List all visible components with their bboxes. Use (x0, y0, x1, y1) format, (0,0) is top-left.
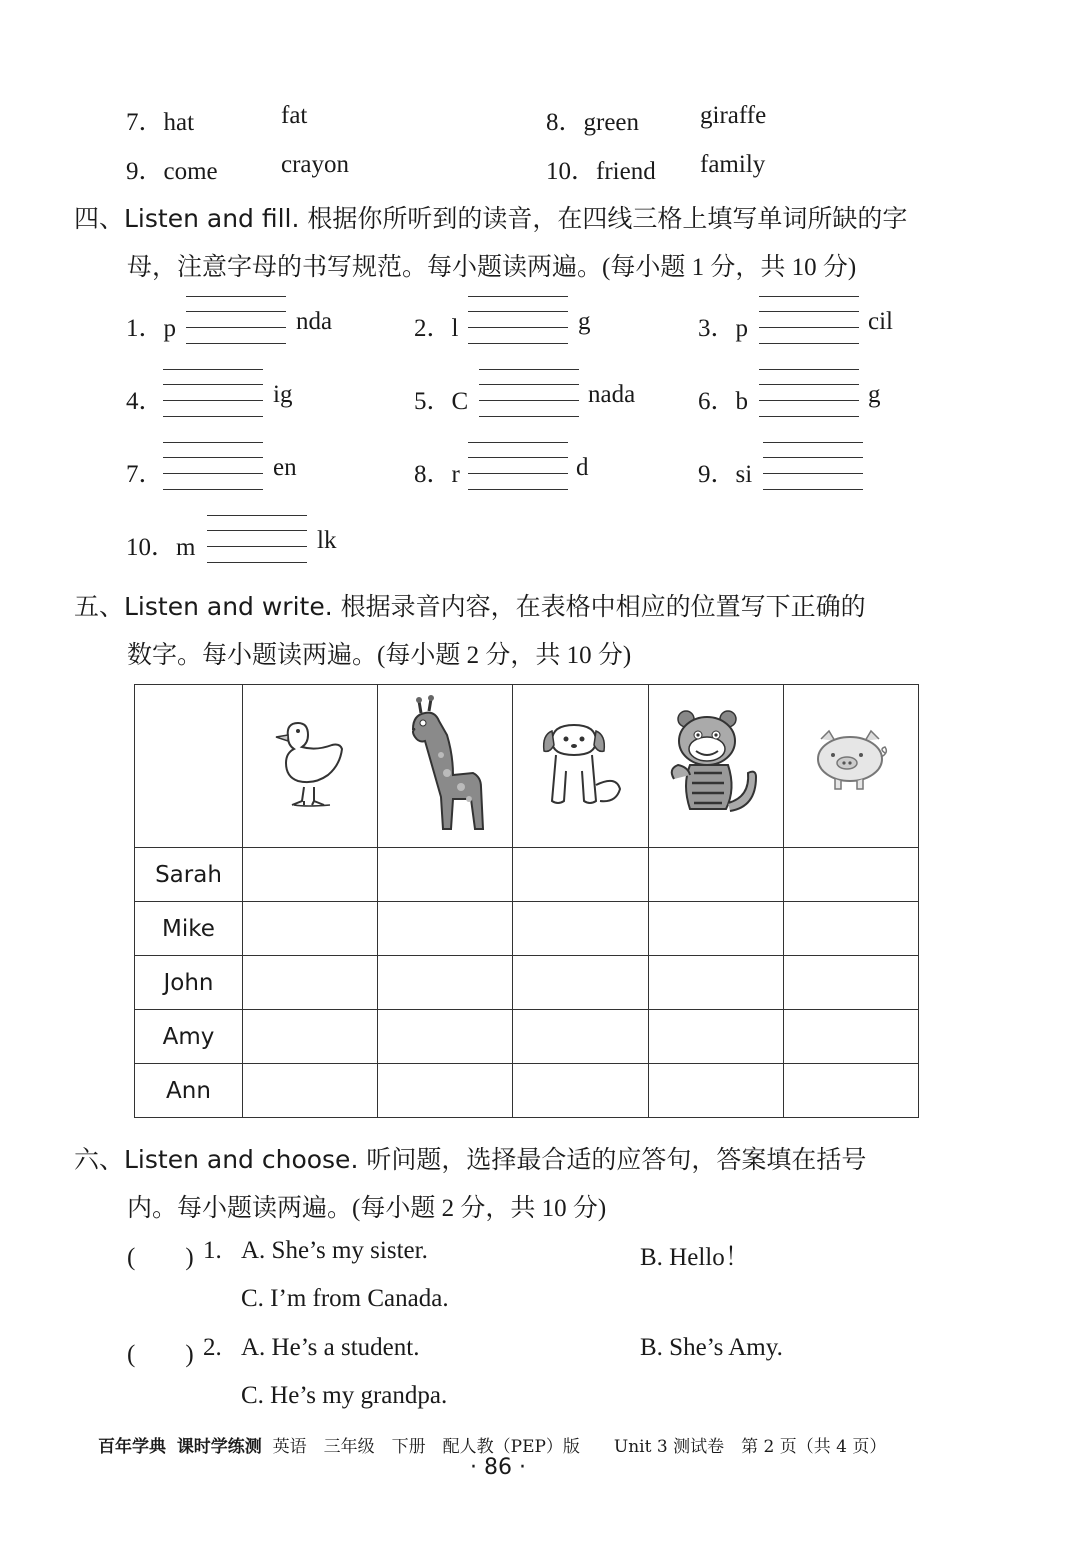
answer-cell[interactable] (243, 1064, 378, 1118)
answer-cell[interactable] (513, 1064, 648, 1118)
fill-item-4-post: ig (273, 381, 293, 408)
answer-bracket-1[interactable]: ( ) (127, 1244, 194, 1271)
row-name-sarah: Sarah (135, 848, 243, 902)
fill-item-3-writing-lines[interactable] (759, 296, 859, 344)
fill-item-1-post: nda (296, 308, 333, 335)
footer-series: 课时学练测 (176, 1437, 262, 1457)
answer-cell[interactable] (783, 1064, 918, 1118)
fill-item-3-pre: 3．p (698, 315, 749, 342)
answer-cell[interactable] (378, 956, 513, 1010)
section4-heading-line2 (127, 247, 856, 283)
fill-item-7-writing-lines[interactable] (163, 442, 263, 490)
answer-cell[interactable] (243, 902, 378, 956)
fill-item-7-post: en (273, 454, 297, 481)
answer-cell[interactable] (243, 848, 378, 902)
fill-item-4-writing-lines[interactable] (163, 369, 263, 417)
question-2-option-a: A. He’s a student. (241, 1334, 420, 1361)
pair-8-word: giraffe (700, 102, 767, 129)
answer-cell[interactable] (648, 1010, 783, 1064)
question-1-option-b: B. Hello！ (640, 1244, 750, 1271)
pig-icon (811, 729, 891, 797)
pair-10-num: 10．friend (546, 158, 656, 185)
pair-9-num: 9．come (126, 158, 218, 185)
answer-cell[interactable] (243, 956, 378, 1010)
section6-heading-line2 (127, 1188, 606, 1224)
answer-cell[interactable] (513, 1010, 648, 1064)
fill-item-6-post: g (868, 381, 881, 408)
section6-score-note: (每小题 2 分，共 10 分) (352, 1195, 607, 1222)
answer-cell[interactable] (243, 1010, 378, 1064)
row-name-amy: Amy (135, 1010, 243, 1064)
fill-item-8-post: d (576, 454, 589, 481)
section4-heading-line1: 四、Listen and fill. 根据你所听到的读音，在四线三格上填写单词所缺的字 (74, 204, 908, 233)
giraffe-icon (403, 695, 487, 831)
fill-item-5-pre: 5．C (414, 388, 469, 415)
answer-cell[interactable] (513, 956, 648, 1010)
answer-cell[interactable] (378, 1010, 513, 1064)
fill-item-6-writing-lines[interactable] (759, 369, 859, 417)
pair-7-word: fat (281, 102, 308, 129)
pair-8-num: 8．green (546, 109, 640, 136)
section5-score-note: (每小题 2 分，共 10 分) (377, 642, 632, 669)
fill-item-10-post: lk (317, 527, 337, 554)
table-corner-cell (135, 685, 243, 848)
fill-item-6-pre: 6．b (698, 388, 749, 415)
question-2-option-b: B. She’s Amy. (640, 1334, 783, 1361)
pair-10-word: family (700, 151, 766, 178)
fill-item-8-writing-lines[interactable] (468, 442, 568, 490)
answer-cell[interactable] (783, 956, 918, 1010)
answer-cell[interactable] (513, 848, 648, 902)
answer-cell[interactable] (648, 848, 783, 902)
table-row (135, 1064, 919, 1118)
answer-cell[interactable] (783, 1010, 918, 1064)
table-header-dog (513, 685, 648, 848)
fill-item-9-pre: 9．si (698, 461, 753, 488)
tiger-icon (666, 707, 766, 819)
fill-item-2-pre: 2．l (414, 315, 459, 342)
section4-instruction: 母，注意字母的书写规范。每小题读两遍。 (127, 252, 603, 281)
footer-brand: 百年学典 (98, 1437, 166, 1457)
fill-item-3-post: cil (868, 308, 893, 335)
section4-score-note: (每小题 1 分，共 10 分) (602, 254, 857, 281)
fill-item-10-writing-lines[interactable] (207, 515, 307, 563)
answer-cell[interactable] (378, 848, 513, 902)
fill-item-10-pre: 10．m (126, 534, 196, 561)
page-number: · 86 · (470, 1455, 526, 1480)
fill-item-4-pre: 4． (126, 388, 164, 415)
question-2-number: 2. (203, 1334, 222, 1361)
answer-cell[interactable] (648, 1064, 783, 1118)
question-1-option-a: A. She’s my sister. (241, 1237, 428, 1264)
question-1-option-c: C. I’m from Canada. (241, 1285, 449, 1312)
footer-line (98, 1432, 886, 1457)
answer-bracket-2[interactable]: ( ) (127, 1341, 194, 1368)
fill-item-1-pre: 1．p (126, 315, 177, 342)
fill-item-8-pre: 8．r (414, 461, 460, 488)
answer-cell[interactable] (783, 848, 918, 902)
table-header-pig (783, 685, 918, 848)
fill-item-2-post: g (578, 308, 591, 335)
table-row (135, 848, 919, 902)
fill-item-9-writing-lines[interactable] (763, 442, 863, 490)
table-header-duck (243, 685, 378, 848)
question-2-option-c: C. He’s my grandpa. (241, 1382, 448, 1409)
answer-cell[interactable] (513, 902, 648, 956)
fill-item-5-writing-lines[interactable] (479, 369, 579, 417)
section6-instruction: 内。每小题读两遍。 (127, 1193, 353, 1222)
fill-item-5-post: nada (588, 381, 636, 408)
answer-cell[interactable] (783, 902, 918, 956)
footer-info: 英语 三年级 下册 配人教（PEP）版 Unit 3 测试卷 第 2 页（共 4 页） (272, 1437, 887, 1457)
dog-icon (534, 715, 626, 811)
row-name-john: John (135, 956, 243, 1010)
answer-cell[interactable] (648, 956, 783, 1010)
answer-cell[interactable] (648, 902, 783, 956)
duck-icon (270, 715, 350, 811)
table-row (135, 1010, 919, 1064)
row-name-ann: Ann (135, 1064, 243, 1118)
table-header-tiger (648, 685, 783, 848)
fill-item-7-pre: 7． (126, 461, 164, 488)
question-1-number: 1. (203, 1237, 222, 1264)
answer-table (134, 684, 919, 1118)
section5-instruction: 数字。每小题读两遍。 (127, 640, 378, 669)
fill-item-2-writing-lines[interactable] (468, 296, 568, 344)
row-name-mike: Mike (135, 902, 243, 956)
table-header-giraffe (378, 685, 513, 848)
section5-heading-line2 (127, 635, 631, 671)
table-row (135, 956, 919, 1010)
section6-heading-line1: 六、Listen and choose. 听问题，选择最合适的应答句，答案填在括号 (74, 1145, 867, 1174)
pair-7-num: 7．hat (126, 109, 195, 136)
section5-heading-line1: 五、Listen and write. 根据录音内容，在表格中相应的位置写下正确的 (74, 592, 866, 621)
table-header-row (135, 685, 919, 848)
fill-item-1-writing-lines[interactable] (186, 296, 286, 344)
answer-cell[interactable] (378, 902, 513, 956)
pair-9-word: crayon (281, 151, 350, 178)
table-row (135, 902, 919, 956)
answer-cell[interactable] (378, 1064, 513, 1118)
